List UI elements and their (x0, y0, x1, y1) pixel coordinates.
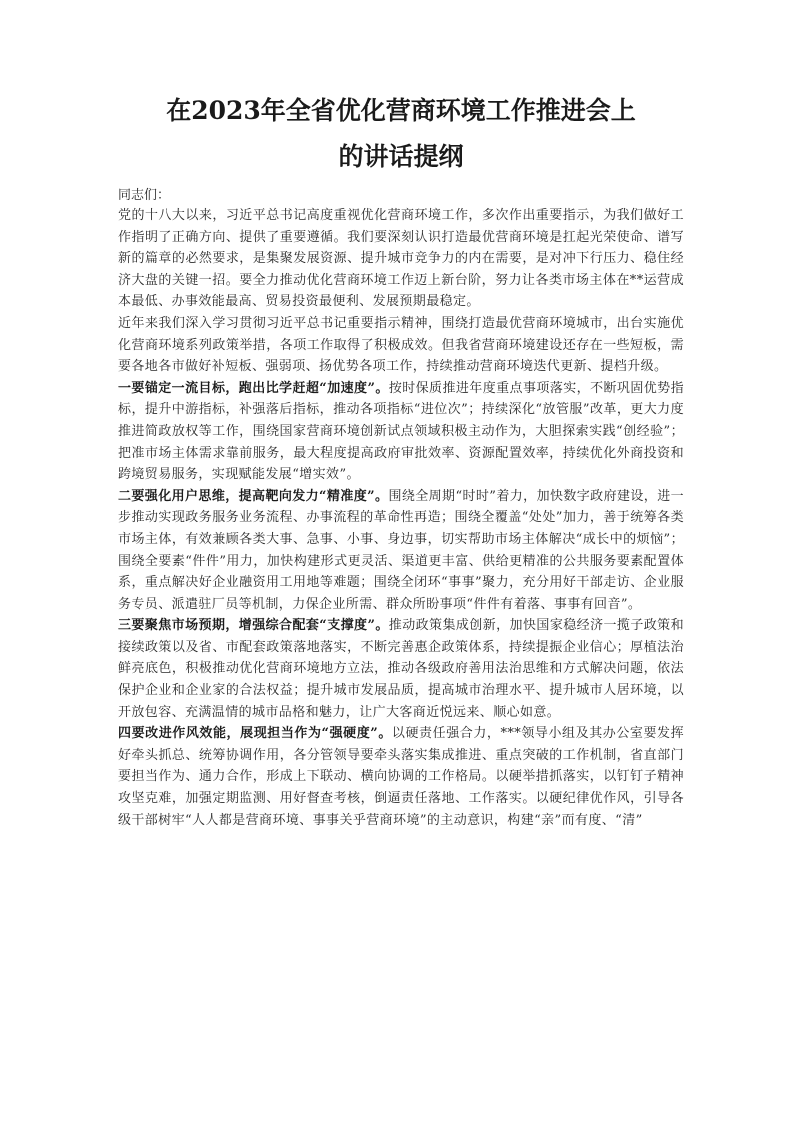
salutation: 同志们： (118, 188, 171, 203)
paragraph-point-2 (118, 486, 684, 616)
paragraph-text: 党的十八大以来，习近平总书记高度重视优化营商环境工作，多次作出重要指示，为我们做好工作指明了正确方向、提供了重要遵循。我们要深刻认识打造最优营商环境是扛起光荣使命、谱写新的篇章的必然要求，是集聚发展资源、提升城市竞争力的内在需要，是对冲下行压力、稳住经济大盘的关键一招。要全力推动优化营商环境工作迈上新台阶，努力让各类市场主体在**运营成本最低、办事效能最高、贸易投资最便利、发展预期最稳定。 (118, 208, 684, 310)
paragraph-lead: 二要强化用户思维，提高靶向发力“精准度”。 (118, 488, 389, 504)
paragraph-text: 近年来我们深入学习贯彻习近平总书记重要指示精神，围绕打造最优营商环境城市，出台实施优化营商环境系列政策举措，各项工作取得了积极成效。但我省营商环境建设还存在一些短板，需要各地各市做好补短板、强弱项、扬优势各项工作，持续推动营商环境迭代更新、提档升级。 (118, 315, 684, 375)
paragraph-point-1 (118, 378, 684, 486)
paragraph-intro (118, 205, 684, 313)
paragraph-text: 推动政策集成创新，加快国家稳经济一揽子政策和接续政策以及省、市配套政策落地落实，不断完善惠企政策体系，持续提振企业信心；厚植法治鲜亮底色，积极推动优化营商环境地方立法，推动各级政府善用法治思维和方式解决问题，依法保护企业和企业家的合法权益；提升城市发展品质，提高城市治理水平、提升城市人居环境，以开放包容、充满温情的城市品格和魅力，让广大客商近悦远来、顺心如意。 (118, 618, 684, 720)
paragraph-point-4 (118, 723, 684, 831)
title-line-2: 的讲话提纲 (338, 142, 464, 171)
paragraph-text: 围绕全周期“时时”着力，加快数字政府建设，进一步推动实现政务服务业务流程、办事流程的革命性再造；围绕全覆盖“处处”加力，善于统筹各类市场主体，有效兼顾各类大事、急事、小事、身边事，切实帮助市场主体解决“成长中的烦恼”；围绕全要素“件件”用力，加快构建形式更灵活、渠道更丰富、供给更精准的公共服务要素配置体系，重点解决好企业融资用工用地等难题；围绕全闭环“事事”聚力，充分用好干部走访、企业服务专员、派遣驻厂员等机制，力保企业所需、群众所盼事项“件件有着落、事事有回音”。 (118, 488, 685, 612)
title-line-1: 在2023年全省优化营商环境工作推进会上 (166, 96, 636, 125)
paragraph-lead: 一要锚定一流目标，跑出比学赶超“加速度”。 (118, 380, 389, 396)
paragraph-lead: 三要聚焦市场预期，增强综合配套“支撑度”。 (118, 618, 389, 634)
paragraph-point-3 (118, 615, 684, 723)
document-title (118, 88, 684, 180)
paragraph-text: 按时保质推进年度重点事项落实，不断巩固优势指标，提升中游指标，补强落后指标，推动各项指标“进位次”；持续深化“放管服”改革，更大力度推进简政放权等工作，围绕国家营商环境创新试点领域积极主动作为，大胆探索实践“创经验”；把准市场主体需求靠前服务，最大程度提高政府审批效率、资源配置效率，持续优化外商投资和跨境贸易服务，实现赋能发展“增实效”。 (118, 380, 684, 483)
paragraph-text: 以硬责任强合力，***领导小组及其办公室要发挥好牵头抓总、统筹协调作用，各分管领导要牵头落实集成推进、重点突破的工作机制，省直部门要担当作为、通力合作，形成上下联动、横向协调的工作格局。以硬举措抓落实，以钉钉子精神攻坚克难，加强定期监测、用好督查考核，倒逼责任落地、工作落实。以硬纪律优作风，引导各级干部树牢“人人都是营商环境、事事关乎营商环境”的主动意识，构建“亲”而有度、“清” (118, 726, 685, 828)
paragraph-lead: 四要改进作风效能，展现担当作为“强硬度”。 (118, 726, 392, 742)
document-page (118, 88, 684, 831)
paragraph-context (118, 313, 684, 378)
